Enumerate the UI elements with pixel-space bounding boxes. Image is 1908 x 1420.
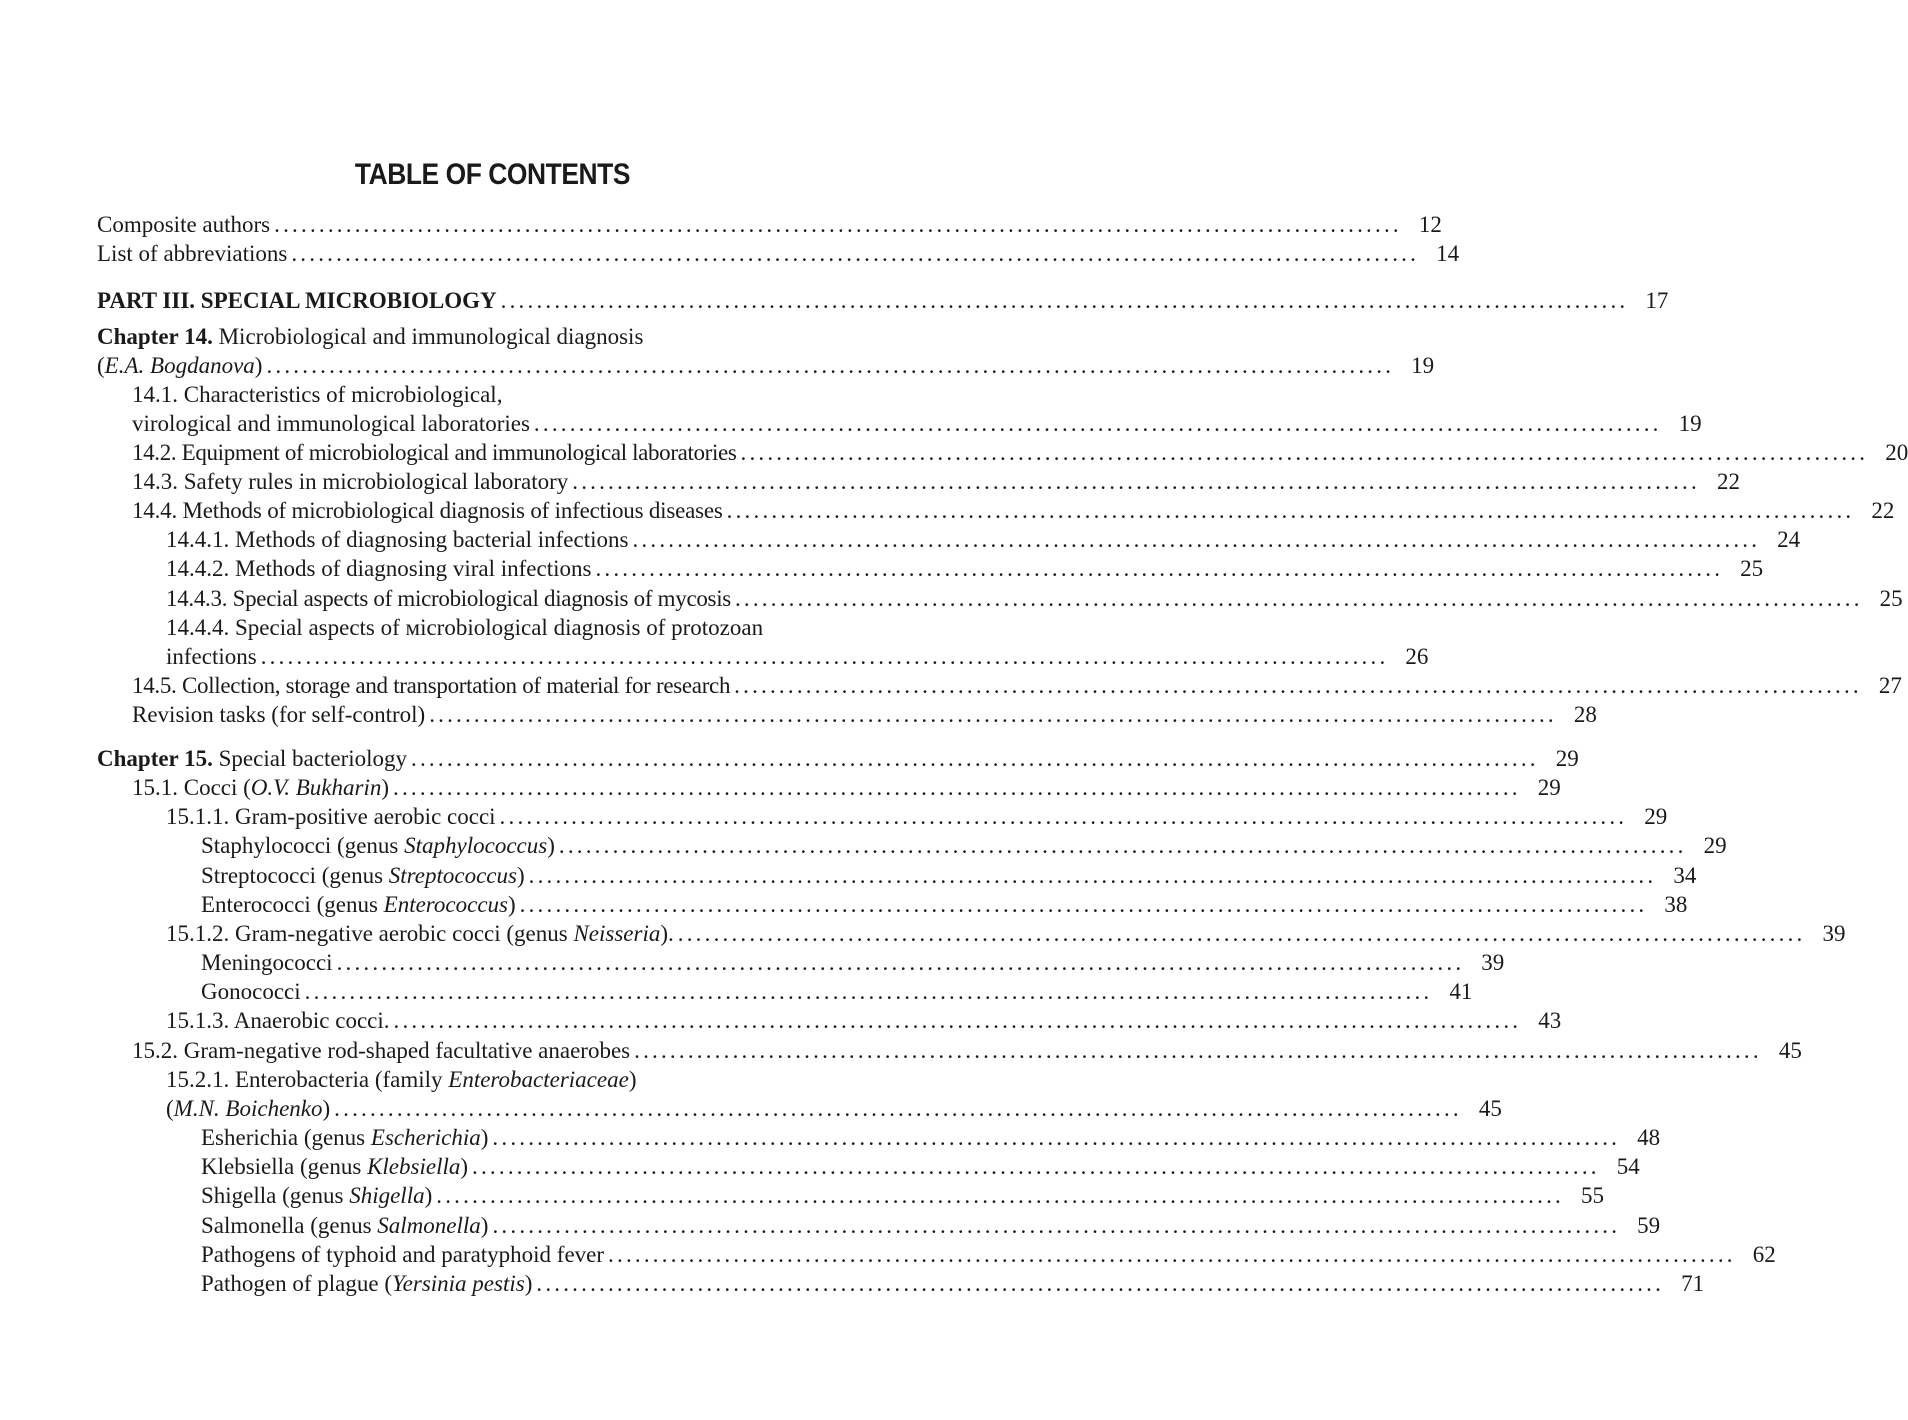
- dot-leader: ..............................................................................................................................: [336, 950, 1465, 975]
- author-name: O.V. Bukharin: [250, 775, 382, 800]
- genus-name: Klebsiella: [367, 1154, 461, 1179]
- dot-leader: ..............................................................................................................................: [334, 1096, 1462, 1121]
- toc-page-number: 43: [1538, 1008, 1562, 1033]
- dot-leader: ..............................................................................................................................: [304, 979, 1433, 1004]
- toc-entry-text: Salmonella (genus Salmonella): [201, 1213, 489, 1238]
- dot-leader: ..............................................................................................................................: [472, 1154, 1600, 1179]
- toc-entry-text: Pathogens of typhoid and paratyphoid fever: [201, 1242, 605, 1267]
- toc-entry: [201, 831, 1727, 860]
- genus-name: Streptococcus: [388, 863, 517, 888]
- author-name: M.N. Boichenko: [173, 1096, 323, 1121]
- toc-page-number: 54: [1616, 1154, 1640, 1179]
- dot-leader: ..............................................................................................................................: [536, 1271, 1665, 1296]
- toc-entry-text: 15.1.2. Gram-negative aerobic cocci (genus Neisseria).: [166, 921, 674, 946]
- dot-leader: ..............................................................................................................................: [492, 1125, 1621, 1150]
- toc-entry: [201, 1240, 1776, 1269]
- dot-leader: ..............................................................................................................................: [595, 556, 1724, 581]
- toc-entry-text: 14.4. Methods of microbiological diagnosis of infectious diseases: [132, 498, 723, 523]
- toc-entry-text: Meningococci: [201, 950, 333, 975]
- toc-entry-text: (M.N. Boichenko): [166, 1096, 331, 1121]
- dot-leader: ..............................................................................................................................: [677, 921, 1806, 946]
- dot-leader: ..............................................................................................................................: [519, 892, 1648, 917]
- toc-entry-text: 14.4.3. Special aspects of microbiological diagnosis of mycosis: [166, 586, 731, 611]
- toc-entry-text: Streptococci (genus Streptococcus): [201, 863, 525, 888]
- toc-page-number: 27: [1878, 673, 1902, 698]
- chapter-title: Special bacteriology: [212, 746, 408, 771]
- toc-page-number: 25: [1879, 586, 1903, 611]
- genus-name: Staphylococcus: [404, 833, 548, 858]
- toc-page-number: 29: [1703, 833, 1727, 858]
- toc-entry: [97, 210, 1442, 239]
- toc-page-number: 71: [1681, 1271, 1705, 1296]
- toc-entry-text: 14.5. Collection, storage and transportation of material for research: [132, 673, 731, 698]
- toc-entry: [132, 1036, 1802, 1065]
- chapter-label: Chapter 15.: [97, 746, 213, 771]
- toc-page-number: 17: [1645, 288, 1669, 313]
- genus-name: Salmonella: [377, 1213, 481, 1238]
- toc-entry: [201, 890, 1688, 919]
- dot-leader: ..............................................................................................................................: [734, 673, 1862, 698]
- page-title: TABLE OF CONTENTS: [354, 158, 630, 191]
- toc-entry-text: (E.A. Bogdanova): [97, 353, 263, 378]
- dot-leader: ..............................................................................................................................: [734, 586, 1863, 611]
- chapter-title: Microbiological and immunological diagnosis: [212, 324, 644, 349]
- toc-entry: [166, 1006, 1562, 1035]
- toc-entry: [166, 802, 1668, 831]
- part-title: PART III. SPECIAL MICROBIOLOGY: [97, 288, 497, 313]
- toc-entry: [132, 467, 1740, 496]
- toc-entry-text: Staphylococci (genus Staphylococcus): [201, 833, 555, 858]
- family-name: Enterobacteriaceae: [448, 1067, 629, 1092]
- toc-page-number: 19: [1411, 353, 1435, 378]
- dot-leader: ..............................................................................................................................: [499, 804, 1628, 829]
- toc-entry: [166, 642, 1429, 671]
- toc-page-number: 20: [1885, 440, 1908, 465]
- toc-entry: [132, 700, 1597, 729]
- dot-leader: ..............................................................................................................................: [740, 440, 1869, 465]
- toc-entry-text: 15.1.3. Anaerobic cocci.: [166, 1008, 390, 1033]
- dot-leader: ..............................................................................................................................: [274, 212, 1402, 237]
- toc-entry-text: 14.1. Characteristics of microbiological,: [132, 382, 503, 407]
- dot-leader: ..............................................................................................................................: [393, 775, 1521, 800]
- toc-entry: [166, 525, 1801, 554]
- toc-entry-text: Composite authors: [97, 212, 271, 237]
- dot-leader: ..............................................................................................................................: [632, 527, 1761, 552]
- toc-page-number: 25: [1740, 556, 1764, 581]
- genus-name: Neisseria: [573, 921, 661, 946]
- toc-entry-text: Klebsiella (genus Klebsiella): [201, 1154, 469, 1179]
- dot-leader: ..............................................................................................................................: [266, 353, 1395, 378]
- toc-entry-text: 14.2. Equipment of microbiological and immunological laboratories: [132, 440, 737, 465]
- toc-chapter-heading: [97, 322, 643, 351]
- dot-leader: ..............................................................................................................................: [411, 746, 1539, 771]
- toc-entry-text: Revision tasks (for self-control): [132, 702, 426, 727]
- dot-leader: ..............................................................................................................................: [528, 863, 1657, 888]
- dot-leader: ..............................................................................................................................: [533, 411, 1662, 436]
- toc-entry: [201, 1123, 1661, 1152]
- toc-entry-text: Esherichia (genus Escherichia): [201, 1125, 489, 1150]
- toc-page-number: 39: [1822, 921, 1846, 946]
- toc-entry: [97, 351, 1435, 380]
- genus-name: Shigella: [349, 1183, 425, 1208]
- toc-entry-text: virological and immunological laboratories: [132, 411, 530, 436]
- toc-page-number: 29: [1537, 775, 1561, 800]
- toc-entry-text: Gonococci: [201, 979, 301, 1004]
- species-name: Yersinia pestis: [391, 1271, 525, 1296]
- toc-page-number: 59: [1637, 1213, 1661, 1238]
- toc-page-number: 38: [1664, 892, 1688, 917]
- toc-page-number: 29: [1644, 804, 1668, 829]
- toc-page-number: 34: [1673, 863, 1697, 888]
- toc-entry-text: Shigella (genus Shigella): [201, 1183, 433, 1208]
- toc-entry-text: infections: [166, 644, 257, 669]
- toc-page-number: 22: [1871, 498, 1895, 523]
- toc-page-number: 24: [1777, 527, 1801, 552]
- toc-page-number: 29: [1555, 746, 1579, 771]
- toc-entry: [132, 773, 1561, 802]
- toc-entry-text: 15.1. Cocci (O.V. Bukharin): [132, 775, 390, 800]
- toc-entry: [166, 554, 1764, 583]
- chapter-label: Chapter 14.: [97, 324, 213, 349]
- toc-entry-text: Enterococci (genus Enterococcus): [201, 892, 516, 917]
- dot-leader: ..............................................................................................................................: [393, 1008, 1522, 1033]
- toc-page-number: 19: [1678, 411, 1702, 436]
- toc-page-number: 62: [1752, 1242, 1776, 1267]
- dot-leader: ..............................................................................................................................: [558, 833, 1687, 858]
- genus-name: Escherichia: [370, 1125, 481, 1150]
- dot-leader: ..............................................................................................................................: [572, 469, 1700, 494]
- toc-entry-text: 15.2. Gram-negative rod-shaped facultative anaerobes: [132, 1038, 631, 1063]
- toc-entry: [201, 1269, 1705, 1298]
- toc-entry-text: 14.3. Safety rules in microbiological laboratory: [132, 469, 569, 494]
- toc-entry: [132, 438, 1908, 467]
- toc-page-number: 45: [1478, 1096, 1502, 1121]
- toc-entry: [132, 671, 1902, 700]
- toc-page-number: 26: [1405, 644, 1429, 669]
- toc-chapter-entry: [97, 744, 1579, 773]
- toc-entry: [201, 977, 1473, 1006]
- toc-page-number: 39: [1481, 950, 1505, 975]
- toc-page-number: 12: [1418, 212, 1442, 237]
- toc-entry: [166, 584, 1903, 613]
- toc-entry: [201, 948, 1505, 977]
- toc-entry: [132, 496, 1895, 525]
- toc-page-number: 41: [1449, 979, 1473, 1004]
- toc-entry-text: [97, 286, 497, 315]
- toc-entry: [201, 861, 1697, 890]
- toc-part-entry: [97, 286, 1669, 315]
- dot-leader: ..............................................................................................................................: [436, 1183, 1564, 1208]
- toc-page-number: 14: [1436, 241, 1460, 266]
- dot-leader: ..............................................................................................................................: [291, 241, 1420, 266]
- toc-entry: [166, 919, 1846, 948]
- toc-page-number: 28: [1573, 702, 1597, 727]
- toc-entry-text: Pathogen of plague (Yersinia pestis): [201, 1271, 533, 1296]
- toc-entry-text: 14.4.1. Methods of diagnosing bacterial infections: [166, 527, 629, 552]
- dot-leader: ..............................................................................................................................: [260, 644, 1389, 669]
- dot-leader: ..............................................................................................................................: [429, 702, 1557, 727]
- dot-leader: ..............................................................................................................................: [634, 1038, 1762, 1063]
- toc-entry-text: 14.4.4. Special aspects of мicrobiological diagnosis of protozoan: [166, 615, 764, 640]
- toc-entry: [132, 409, 1702, 438]
- toc-page-number: 48: [1637, 1125, 1661, 1150]
- toc-entry-text: List of abbreviations: [97, 241, 288, 266]
- toc-page-number: 22: [1716, 469, 1740, 494]
- toc-entry: [201, 1181, 1604, 1210]
- dot-leader: ..............................................................................................................................: [492, 1213, 1621, 1238]
- toc-entry-text: 15.2.1. Enterobacteria (family Enterobacteriaceae): [166, 1067, 637, 1092]
- dot-leader: ..............................................................................................................................: [726, 498, 1855, 523]
- toc-entry: [97, 239, 1460, 268]
- toc-entry-text: 15.1.1. Gram-positive aerobic cocci: [166, 804, 496, 829]
- toc-page-number: 45: [1778, 1038, 1802, 1063]
- toc-entry: [166, 1094, 1502, 1123]
- toc-entry: [201, 1211, 1661, 1240]
- toc-entry-text: 14.4.2. Methods of diagnosing viral infections: [166, 556, 592, 581]
- toc-entry: [201, 1152, 1640, 1181]
- genus-name: Enterococcus: [383, 892, 508, 917]
- toc-page-number: 55: [1580, 1183, 1604, 1208]
- toc-entry-text: [97, 744, 407, 773]
- dot-leader: ..............................................................................................................................: [500, 288, 1629, 313]
- author-name: E.A. Bogdanova: [104, 353, 255, 378]
- dot-leader: ..............................................................................................................................: [608, 1242, 1736, 1267]
